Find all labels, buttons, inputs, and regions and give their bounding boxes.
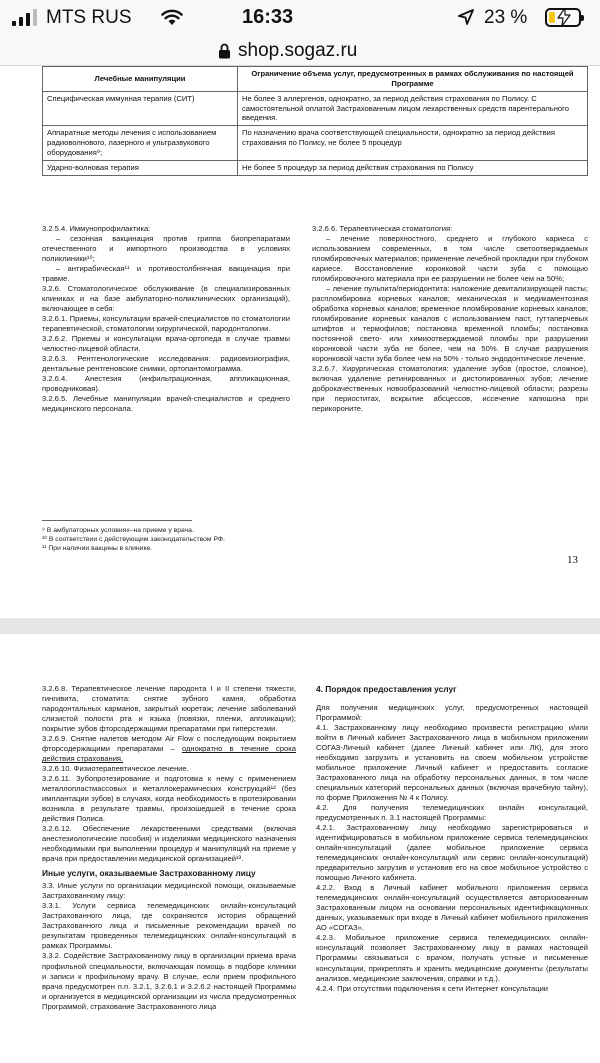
paragraph: 4.2.2. Вход в Личный кабинет мобильного приложения сервиса телемедицинских онлайн-консультаций осуществляется авторизованным Застрахованным лицом на основании персональных идентификационных данных, указываемых при входе в Личный кабинет мобильного приложения АО «СОГАЗ». [316, 883, 588, 933]
left-text-column [42, 684, 296, 1012]
footnote: ¹⁰ В соответствии с действующим законодательством РФ. [42, 536, 225, 544]
page-number: 13 [567, 554, 578, 566]
battery-icon [545, 8, 581, 27]
paragraph [42, 774, 296, 824]
paragraph: 3.2.6.5. Лечебные манипуляции врачей-специалистов и среднего медицинского персонала. [42, 394, 290, 414]
table-header-row [43, 67, 588, 92]
paragraph: Для получения медицинских услуг, предусмотренных настоящей Программой: [316, 703, 588, 723]
paragraph: – антирабическая¹¹ и противостолбнячная вакцинация при травме. [42, 264, 290, 284]
lock-icon [218, 43, 231, 64]
paragraph-text: 3.2.6.10. Физиотерапевтическое лечение. [42, 764, 189, 774]
status-bar [0, 0, 600, 36]
paragraph: 3.2.6. Стоматологическое обслуживание (в специализированных клиниках и на базе амбулаторно-поликлинических организаций), включающее в себя: [42, 284, 290, 314]
paragraph: – лечение поверхностного, среднего и глубокого кариеса с использованием современных, в том числе светоотверждаемых пломбировочных материалов; применение лечебной прокладки при глубоком кариесе. Восстановление коронковой части зуба с помощью пломбировочного материала при ее разрушении не более чем на 50%; [312, 234, 588, 284]
footnote-divider [42, 520, 192, 521]
charging-bolt-icon [557, 8, 571, 31]
table-row [43, 160, 588, 175]
paragraph: 4.2.3. Мобильное приложение сервиса телемедицинских онлайн-консультаций позволяет Застрахованному лицу в рамках настоящей Программы связываться с врачом, получать устные и письменные консультации, прикреплять и хранить медицинские документы (результаты анализов, медицинские заключения, справки и т.д.). [316, 933, 588, 983]
paragraph: 3.2.6.7. Хирургическая стоматология: удаление зубов (простое, сложное), включая удаление ретинированных и дистопированных зубов; лечение доброкачественных новообразований челюстно-лицевой области; разрезы при периоститах, вскрытие абсцессов, иссечение капюшона при перикороните. [312, 364, 588, 414]
document-page-14 [0, 634, 600, 1063]
table-cell: Не более 3 аллергенов, однократно, за период действия страхования по Полису. С самостоятельной оплатой Застрахованным лицом лекарственных средств парентерального введения. [238, 91, 588, 126]
paragraph: 3.2.5.4. Иммунопрофилактика: [42, 224, 151, 233]
left-text-column [42, 224, 290, 414]
paragraph [42, 764, 296, 774]
right-text-column [316, 684, 588, 994]
paragraph: 3.2.6.4. Анестезия (инфильтрационная, аппликационная, проводниковая). [42, 374, 290, 394]
paragraph-text: 3.2.6.12. Обеспечение лекарственными средствами (включая анестезиологические пособия) и изделиями медицинского назначения необходимыми при выполнении процедур и манипуляций на приеме у врача при предоставлении медицинской организацией¹³. [42, 824, 296, 864]
table-row [43, 91, 588, 126]
paragraph: 4.2.4. При отсутствии подключения к сети Интернет консультации [316, 983, 549, 993]
table-cell: Аппаратные методы лечения с использованием радиоволнового, лазерного и ультразвукового оборудования⁹; [43, 126, 238, 161]
url-text[interactable]: shop.sogaz.ru [238, 40, 358, 61]
address-bar[interactable] [0, 36, 600, 66]
location-arrow-icon [458, 9, 474, 30]
paragraph-text: 3.3.1. Услуги сервиса телемедицинских онлайн-консультаций Застрахованного лица, где сохраняются история обращений Застрахованного лица и письменные рекомендации врачей по результатам проведенных телемедицинских онлайн-консультаций в рамках Программы. [42, 901, 296, 951]
paragraph-text: 3.3. Иные услуги по организации медицинской помощи, оказываемые Застрахованному лицу: [42, 881, 296, 901]
paragraph-text: 3.2.6.11. Зубопротезирование и подготовка к нему с применением металлопластмассовых и металлокерамических конструкций¹² (без имплантации зубов) в случаях, когда необходимость в протезировании возникла в результате травмы, произошедшей в течение срока действия Полиса. [42, 774, 296, 824]
paragraph [42, 684, 296, 734]
footnote: ¹¹ При наличии вакцины в клинике. [42, 545, 153, 553]
paragraph: 3.2.6.2. Приемы и консультации врача-ортопеда в случае травмы челюстно-лицевой области. [42, 334, 290, 354]
cellular-signal-icon [12, 8, 37, 26]
paragraph: 4.1. Застрахованному лицу необходимо произвести регистрацию и/или войти в Личный кабинет Застрахованного лица в мобильном приложении СОГАЗ-Личный кабинет (далее Личный кабинет или ЛК), для этого необходимо загрузить и установить на своем мобильном устройстве мобильное приложение Личный кабинет и предоставить согласие Застрахованного лица на обработку персональных данных, в том числе специальных категорий персональных данных (включая врачебную тайну), по форме Приложения № 4 к Полису. [316, 723, 588, 803]
paragraph: 3.2.6.1. Приемы, консультации врачей-специалистов по стоматологии терапевтической, стоматологии хирургической, пародонтологии. [42, 314, 290, 334]
battery-percent: 23 % [484, 7, 528, 28]
table-cell: Специфическая иммунная терапия (СИТ) [43, 91, 238, 126]
footnote: ⁹ В амбулаторных условиях–на приеме у врача. [42, 527, 194, 534]
underlined-text: однократно в течение срока действия страхования. [42, 744, 296, 764]
clock: 16:33 [242, 6, 294, 28]
carrier-name: MTS RUS [46, 7, 132, 28]
section-heading: Иные услуги, оказываемые Застрахованному лицу [42, 868, 256, 879]
table-row [43, 126, 588, 161]
paragraph: – лечение пульпита/периодонтита: наложение девитализирующей пасты; распломбировка корневых каналов; механическая и медикаментозная обработка корневых каналов; временное пломбирование корневых каналов; пломбирование корневых каналов с использованием паст, гуттаперчевых штифтов и термофилов; постановка временной пломбы; постановка постоянной свето- или химиоотверждаемой пломбы при разрушении коронковой части зуба не более, чем на 50%. В случае разрушения коронковой части зуба более чем на 50% - только эндодонтическое лечение. [312, 284, 588, 364]
document-page-13 [0, 66, 600, 618]
limits-table [42, 66, 588, 176]
paragraph-text: 3.2.6.9. Снятие налетов методом Air Flow с последующим покрытием фторсодержащими препаратами – [42, 734, 296, 754]
paragraph [42, 901, 296, 951]
paragraph: – сезонная вакцинация против гриппа биопрепаратами отечественного и импортного производства в условиях поликлиники¹⁰; [42, 234, 290, 264]
table-header-cell: Лечебные манипуляции [43, 67, 238, 92]
paragraph [42, 951, 296, 1011]
battery-level [549, 12, 555, 23]
paragraph [42, 881, 296, 901]
paragraph [42, 824, 296, 864]
table-cell: Ударно-волновая терапия [43, 160, 238, 175]
page-gap [0, 618, 600, 634]
section-heading: 4. Порядок предоставления услуг [316, 684, 457, 694]
table-cell: По назначению врача соответствующей специальности, однократно за период действия страхования по Полису, не более 5 процедур [238, 126, 588, 161]
paragraph-text: 3.2.6.8. Терапевтическое лечение пародонта I и II степени тяжести, гингивита, стоматита: снятие зубного камня, обработка пародонтальных карманов, закрытый кюретаж; лечение заболеваний слизистой полости рта и языка (повязки, пленки, аппликации); покрытие зубов фторсодержащими препаратами при гиперстезии. [42, 684, 296, 734]
wifi-icon [161, 9, 183, 31]
footnotes [42, 526, 342, 554]
paragraph [42, 734, 296, 764]
paragraph: 3.2.6.6. Терапевтическая стоматология: [312, 224, 453, 233]
right-text-column [312, 224, 588, 414]
paragraph: 4.2.1. Застрахованному лицу необходимо зарегистрироваться и идентифицироваться в мобильном приложение сервиса телемедицинских онлайн-консультаций (далее мобильное приложение сервиса телемедицинских онлайн-консультаций или сервис онлайн-консультаций) предварительно загрузив и установив его на свое мобильное устройство с помощью Личного кабинета. [316, 823, 588, 883]
table-cell: Не более 5 процедур за период действия страхования по Полису [238, 160, 588, 175]
paragraph-text: 3.3.2. Содействие Застрахованному лицу в организации приема врача профильной специальности, включающая помощь в подборе клиники и записи к профильному врачу. В случае, если прием профильного врача предусмотрен п.п. 3.2.1, 3.2.6.1 и 3.2.6.2 настоящей Программы и организуется в медицинской организации из числа предусмотренных Программой, страхование Застрахованного лица [42, 951, 296, 1011]
paragraph: 3.2.6.3. Рентгенологические исследования: радиовизиография, дентальные рентгеновские снимки, ортопантомограмма. [42, 354, 290, 374]
table-header-cell: Ограничение объема услуг, предусмотренных в рамках обслуживания по настоящей Программе [238, 67, 588, 92]
paragraph: 4.2. Для получения телемедицинских онлайн консультаций, предусмотренных п. 3.1 настоящей Программы: [316, 803, 588, 823]
